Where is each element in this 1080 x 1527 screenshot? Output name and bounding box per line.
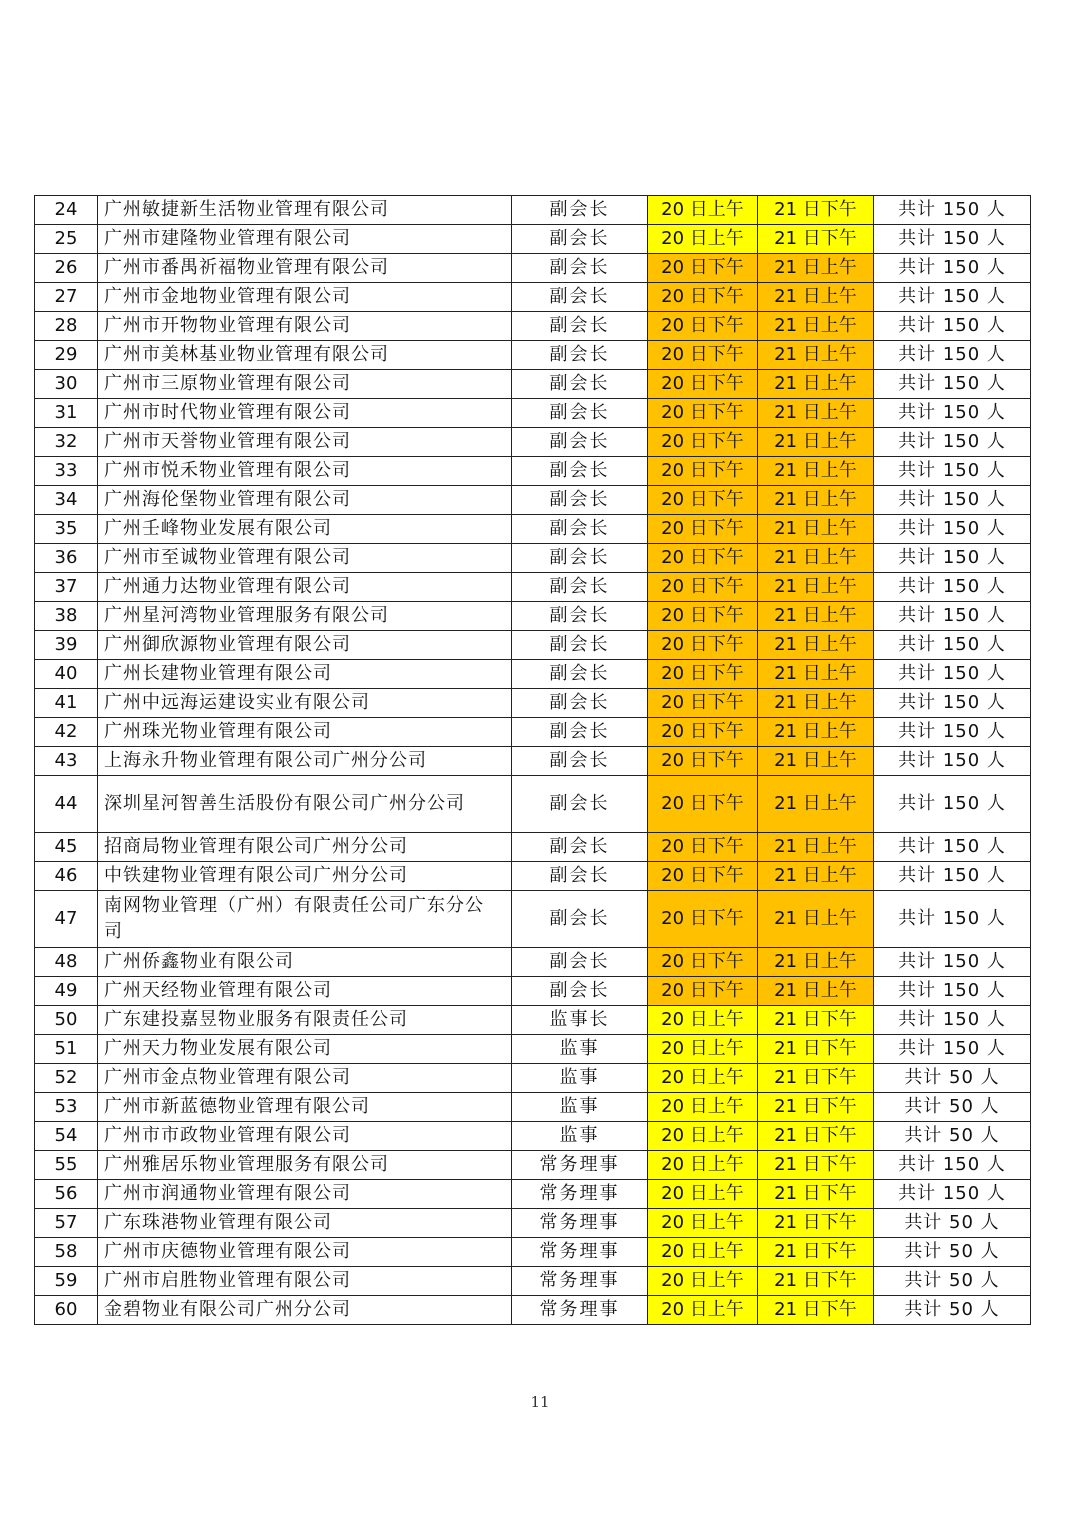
day20-session: 20 日下午 [648, 948, 758, 977]
company-name: 广州壬峰物业发展有限公司 [98, 515, 512, 544]
day20-session: 20 日下午 [648, 660, 758, 689]
day20-session: 20 日下午 [648, 718, 758, 747]
attendee-total: 共计 150 人 [874, 457, 1031, 486]
company-name: 广州市天誉物业管理有限公司 [98, 428, 512, 457]
company-name: 广州市建隆物业管理有限公司 [98, 225, 512, 254]
company-name: 广州海伦堡物业管理有限公司 [98, 486, 512, 515]
day20-session: 20 日下午 [648, 341, 758, 370]
table-row [35, 254, 1031, 283]
day21-session: 21 日下午 [758, 1093, 874, 1122]
day21-session: 21 日上午 [758, 254, 874, 283]
attendee-total: 共计 150 人 [874, 544, 1031, 573]
company-name: 广州市市政物业管理有限公司 [98, 1122, 512, 1151]
company-name: 上海永升物业管理有限公司广州分公司 [98, 747, 512, 776]
day20-session: 20 日上午 [648, 1122, 758, 1151]
day21-session: 21 日上午 [758, 747, 874, 776]
row-number: 37 [35, 573, 98, 602]
row-number: 46 [35, 862, 98, 891]
day21-session: 21 日上午 [758, 776, 874, 833]
row-number: 36 [35, 544, 98, 573]
company-name: 金碧物业有限公司广州分公司 [98, 1296, 512, 1325]
table-row [35, 1180, 1031, 1209]
day20-session: 20 日上午 [648, 1296, 758, 1325]
row-number: 30 [35, 370, 98, 399]
table-row [35, 1064, 1031, 1093]
member-role: 副会长 [512, 196, 648, 225]
day21-session: 21 日上午 [758, 891, 874, 948]
member-role: 副会长 [512, 631, 648, 660]
company-name: 广州市启胜物业管理有限公司 [98, 1267, 512, 1296]
day21-session: 21 日下午 [758, 1151, 874, 1180]
member-role: 副会长 [512, 544, 648, 573]
attendee-total: 共计 150 人 [874, 862, 1031, 891]
table-row [35, 457, 1031, 486]
attendee-total: 共计 150 人 [874, 602, 1031, 631]
table-row [35, 1238, 1031, 1267]
attendee-total: 共计 50 人 [874, 1296, 1031, 1325]
company-name: 广州市金点物业管理有限公司 [98, 1064, 512, 1093]
day20-session: 20 日上午 [648, 1238, 758, 1267]
day21-session: 21 日下午 [758, 1064, 874, 1093]
day20-session: 20 日下午 [648, 428, 758, 457]
day21-session: 21 日上午 [758, 862, 874, 891]
member-role: 副会长 [512, 457, 648, 486]
attendee-total: 共计 150 人 [874, 428, 1031, 457]
attendee-total: 共计 150 人 [874, 370, 1031, 399]
member-role: 监事 [512, 1064, 648, 1093]
attendee-total: 共计 50 人 [874, 1093, 1031, 1122]
table-row [35, 1151, 1031, 1180]
attendee-total: 共计 150 人 [874, 776, 1031, 833]
company-name: 广州市润通物业管理有限公司 [98, 1180, 512, 1209]
table-row [35, 196, 1031, 225]
row-number: 47 [35, 891, 98, 948]
member-role: 常务理事 [512, 1296, 648, 1325]
day21-session: 21 日上午 [758, 457, 874, 486]
row-number: 39 [35, 631, 98, 660]
day21-session: 21 日下午 [758, 1006, 874, 1035]
company-name: 广州御欣源物业管理有限公司 [98, 631, 512, 660]
schedule-table-body [35, 196, 1031, 1325]
company-name: 南网物业管理（广州）有限责任公司广东分公司 [98, 891, 512, 948]
day21-session: 21 日上午 [758, 660, 874, 689]
member-role: 常务理事 [512, 1151, 648, 1180]
attendee-total: 共计 150 人 [874, 312, 1031, 341]
company-name: 广州侨鑫物业有限公司 [98, 948, 512, 977]
day20-session: 20 日下午 [648, 283, 758, 312]
company-name: 广州市悦禾物业管理有限公司 [98, 457, 512, 486]
attendee-total: 共计 50 人 [874, 1238, 1031, 1267]
row-number: 34 [35, 486, 98, 515]
row-number: 58 [35, 1238, 98, 1267]
day20-session: 20 日下午 [648, 833, 758, 862]
row-number: 25 [35, 225, 98, 254]
table-row [35, 862, 1031, 891]
day21-session: 21 日上午 [758, 428, 874, 457]
company-name: 广州雅居乐物业管理服务有限公司 [98, 1151, 512, 1180]
table-row [35, 689, 1031, 718]
table-row [35, 718, 1031, 747]
table-row [35, 399, 1031, 428]
table-row [35, 1006, 1031, 1035]
company-name: 广州市三原物业管理有限公司 [98, 370, 512, 399]
day21-session: 21 日下午 [758, 1267, 874, 1296]
attendee-total: 共计 150 人 [874, 689, 1031, 718]
table-row [35, 515, 1031, 544]
company-name: 深圳星河智善生活股份有限公司广州分公司 [98, 776, 512, 833]
day20-session: 20 日下午 [648, 776, 758, 833]
company-name: 广州天力物业发展有限公司 [98, 1035, 512, 1064]
member-role: 副会长 [512, 660, 648, 689]
member-role: 副会长 [512, 254, 648, 283]
day20-session: 20 日下午 [648, 486, 758, 515]
day21-session: 21 日上午 [758, 341, 874, 370]
table-row [35, 1035, 1031, 1064]
day20-session: 20 日上午 [648, 1267, 758, 1296]
day21-session: 21 日上午 [758, 399, 874, 428]
row-number: 50 [35, 1006, 98, 1035]
member-role: 副会长 [512, 891, 648, 948]
row-number: 57 [35, 1209, 98, 1238]
attendee-total: 共计 150 人 [874, 1180, 1031, 1209]
page-number: 11 [530, 1393, 550, 1411]
schedule-table [34, 195, 1031, 1325]
day21-session: 21 日下午 [758, 196, 874, 225]
table-row [35, 1093, 1031, 1122]
day21-session: 21 日上午 [758, 631, 874, 660]
member-role: 监事 [512, 1093, 648, 1122]
day20-session: 20 日上午 [648, 1006, 758, 1035]
row-number: 49 [35, 977, 98, 1006]
table-row [35, 1209, 1031, 1238]
day21-session: 21 日下午 [758, 1209, 874, 1238]
table-row [35, 631, 1031, 660]
member-role: 常务理事 [512, 1180, 648, 1209]
member-role: 监事长 [512, 1006, 648, 1035]
day21-session: 21 日上午 [758, 833, 874, 862]
day20-session: 20 日下午 [648, 862, 758, 891]
day20-session: 20 日上午 [648, 225, 758, 254]
table-row [35, 776, 1031, 833]
table-row [35, 486, 1031, 515]
day21-session: 21 日上午 [758, 312, 874, 341]
day21-session: 21 日下午 [758, 1238, 874, 1267]
day20-session: 20 日上午 [648, 1151, 758, 1180]
member-role: 副会长 [512, 602, 648, 631]
member-role: 常务理事 [512, 1267, 648, 1296]
day21-session: 21 日下午 [758, 1180, 874, 1209]
attendee-total: 共计 150 人 [874, 891, 1031, 948]
member-role: 副会长 [512, 718, 648, 747]
member-role: 常务理事 [512, 1209, 648, 1238]
day20-session: 20 日上午 [648, 1209, 758, 1238]
row-number: 43 [35, 747, 98, 776]
row-number: 48 [35, 948, 98, 977]
day20-session: 20 日下午 [648, 891, 758, 948]
row-number: 28 [35, 312, 98, 341]
company-name: 广州市开物物业管理有限公司 [98, 312, 512, 341]
row-number: 54 [35, 1122, 98, 1151]
member-role: 副会长 [512, 312, 648, 341]
member-role: 副会长 [512, 689, 648, 718]
company-name: 招商局物业管理有限公司广州分公司 [98, 833, 512, 862]
member-role: 监事 [512, 1122, 648, 1151]
table-row [35, 1267, 1031, 1296]
day20-session: 20 日下午 [648, 312, 758, 341]
table-row [35, 1122, 1031, 1151]
attendee-total: 共计 150 人 [874, 196, 1031, 225]
row-number: 38 [35, 602, 98, 631]
company-name: 广州通力达物业管理有限公司 [98, 573, 512, 602]
member-role: 副会长 [512, 341, 648, 370]
table-row [35, 283, 1031, 312]
row-number: 33 [35, 457, 98, 486]
table-row [35, 948, 1031, 977]
member-role: 副会长 [512, 573, 648, 602]
attendee-total: 共计 150 人 [874, 254, 1031, 283]
member-role: 副会长 [512, 370, 648, 399]
member-role: 副会长 [512, 486, 648, 515]
member-role: 副会长 [512, 833, 648, 862]
attendee-total: 共计 50 人 [874, 1064, 1031, 1093]
day20-session: 20 日下午 [648, 254, 758, 283]
day20-session: 20 日上午 [648, 196, 758, 225]
member-role: 副会长 [512, 428, 648, 457]
day20-session: 20 日下午 [648, 370, 758, 399]
day20-session: 20 日下午 [648, 602, 758, 631]
row-number: 53 [35, 1093, 98, 1122]
day21-session: 21 日上午 [758, 515, 874, 544]
company-name: 广州敏捷新生活物业管理有限公司 [98, 196, 512, 225]
company-name: 广州市金地物业管理有限公司 [98, 283, 512, 312]
attendee-total: 共计 150 人 [874, 283, 1031, 312]
attendee-total: 共计 150 人 [874, 660, 1031, 689]
day20-session: 20 日下午 [648, 399, 758, 428]
member-role: 副会长 [512, 948, 648, 977]
day21-session: 21 日上午 [758, 486, 874, 515]
attendee-total: 共计 150 人 [874, 718, 1031, 747]
table-row [35, 370, 1031, 399]
member-role: 监事 [512, 1035, 648, 1064]
company-name: 广州中远海运建设实业有限公司 [98, 689, 512, 718]
day20-session: 20 日下午 [648, 689, 758, 718]
attendee-total: 共计 50 人 [874, 1122, 1031, 1151]
row-number: 32 [35, 428, 98, 457]
day20-session: 20 日上午 [648, 1093, 758, 1122]
row-number: 24 [35, 196, 98, 225]
table-row [35, 977, 1031, 1006]
day20-session: 20 日下午 [648, 631, 758, 660]
day20-session: 20 日下午 [648, 977, 758, 1006]
day20-session: 20 日下午 [648, 573, 758, 602]
attendee-total: 共计 150 人 [874, 631, 1031, 660]
table-row [35, 660, 1031, 689]
day20-session: 20 日下午 [648, 747, 758, 776]
attendee-total: 共计 150 人 [874, 515, 1031, 544]
attendee-total: 共计 150 人 [874, 225, 1031, 254]
attendee-total: 共计 50 人 [874, 1209, 1031, 1238]
member-role: 副会长 [512, 225, 648, 254]
day20-session: 20 日上午 [648, 1035, 758, 1064]
row-number: 60 [35, 1296, 98, 1325]
company-name: 广州长建物业管理有限公司 [98, 660, 512, 689]
day20-session: 20 日上午 [648, 1180, 758, 1209]
table-row [35, 225, 1031, 254]
company-name: 广州天经物业管理有限公司 [98, 977, 512, 1006]
attendee-total: 共计 150 人 [874, 573, 1031, 602]
row-number: 29 [35, 341, 98, 370]
table-row [35, 573, 1031, 602]
table-row [35, 1296, 1031, 1325]
table-row [35, 891, 1031, 948]
attendee-total: 共计 150 人 [874, 399, 1031, 428]
day21-session: 21 日下午 [758, 1035, 874, 1064]
member-role: 副会长 [512, 977, 648, 1006]
company-name: 广东珠港物业管理有限公司 [98, 1209, 512, 1238]
row-number: 55 [35, 1151, 98, 1180]
attendee-total: 共计 150 人 [874, 833, 1031, 862]
company-name: 广州市番禺祈福物业管理有限公司 [98, 254, 512, 283]
row-number: 27 [35, 283, 98, 312]
day21-session: 21 日上午 [758, 689, 874, 718]
day20-session: 20 日下午 [648, 457, 758, 486]
attendee-total: 共计 150 人 [874, 747, 1031, 776]
row-number: 40 [35, 660, 98, 689]
day21-session: 21 日下午 [758, 1122, 874, 1151]
day21-session: 21 日上午 [758, 544, 874, 573]
attendee-total: 共计 150 人 [874, 977, 1031, 1006]
row-number: 31 [35, 399, 98, 428]
table-row [35, 428, 1031, 457]
member-role: 副会长 [512, 399, 648, 428]
row-number: 42 [35, 718, 98, 747]
row-number: 59 [35, 1267, 98, 1296]
company-name: 广州市庆德物业管理有限公司 [98, 1238, 512, 1267]
row-number: 51 [35, 1035, 98, 1064]
member-role: 常务理事 [512, 1238, 648, 1267]
day21-session: 21 日下午 [758, 225, 874, 254]
company-name: 广州市新蓝德物业管理有限公司 [98, 1093, 512, 1122]
attendee-total: 共计 150 人 [874, 1035, 1031, 1064]
row-number: 41 [35, 689, 98, 718]
day21-session: 21 日上午 [758, 718, 874, 747]
table-row [35, 602, 1031, 631]
company-name: 广州市至诚物业管理有限公司 [98, 544, 512, 573]
row-number: 52 [35, 1064, 98, 1093]
day20-session: 20 日上午 [648, 1064, 758, 1093]
member-role: 副会长 [512, 776, 648, 833]
day21-session: 21 日上午 [758, 370, 874, 399]
day21-session: 21 日上午 [758, 977, 874, 1006]
company-name: 广州珠光物业管理有限公司 [98, 718, 512, 747]
row-number: 45 [35, 833, 98, 862]
company-name: 广州星河湾物业管理服务有限公司 [98, 602, 512, 631]
table-row [35, 544, 1031, 573]
row-number: 35 [35, 515, 98, 544]
attendee-total: 共计 150 人 [874, 1006, 1031, 1035]
company-name: 广州市美林基业物业管理有限公司 [98, 341, 512, 370]
day21-session: 21 日上午 [758, 573, 874, 602]
member-role: 副会长 [512, 862, 648, 891]
attendee-total: 共计 150 人 [874, 486, 1031, 515]
row-number: 56 [35, 1180, 98, 1209]
attendee-total: 共计 150 人 [874, 1151, 1031, 1180]
day20-session: 20 日下午 [648, 544, 758, 573]
company-name: 广州市时代物业管理有限公司 [98, 399, 512, 428]
row-number: 26 [35, 254, 98, 283]
attendee-total: 共计 150 人 [874, 341, 1031, 370]
company-name: 中铁建物业管理有限公司广州分公司 [98, 862, 512, 891]
table-row [35, 747, 1031, 776]
day21-session: 21 日上午 [758, 948, 874, 977]
day21-session: 21 日下午 [758, 1296, 874, 1325]
attendee-total: 共计 50 人 [874, 1267, 1031, 1296]
company-name: 广东建投嘉昱物业服务有限责任公司 [98, 1006, 512, 1035]
member-role: 副会长 [512, 283, 648, 312]
day20-session: 20 日下午 [648, 515, 758, 544]
row-number: 44 [35, 776, 98, 833]
member-role: 副会长 [512, 747, 648, 776]
table-row [35, 341, 1031, 370]
table-row [35, 312, 1031, 341]
member-role: 副会长 [512, 515, 648, 544]
attendee-total: 共计 150 人 [874, 948, 1031, 977]
table-row [35, 833, 1031, 862]
day21-session: 21 日上午 [758, 283, 874, 312]
day21-session: 21 日上午 [758, 602, 874, 631]
